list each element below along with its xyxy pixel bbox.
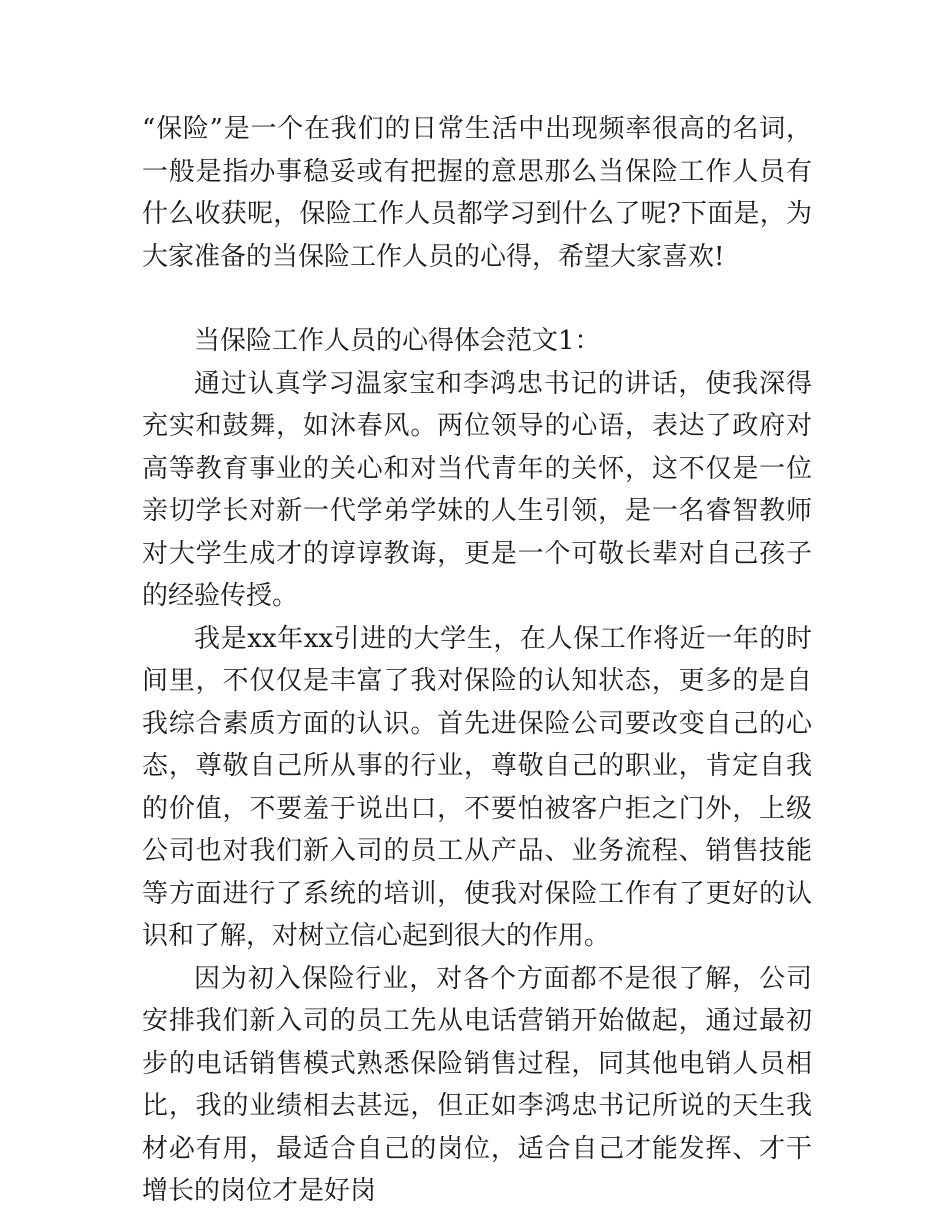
document-body: [142, 108, 812, 1213]
body-paragraph-2: 我是xx年xx引进的大学生，在人保工作将近一年的时间里，不仅仅是丰富了我对保险的认知状态，更多的是自我综合素质方面的认识。首先进保险公司要改变自己的心态，尊敬自己所从事的行业，尊敬自己的职业，肯定自我的价值，不要羞于说出口，不要怕被客户拒之门外，上级公司也对我们新入司的员工从产品、业务流程、销售技能等方面进行了系统的培训，使我对保险工作有了更好的认识和了解，对树立信心起到很大的作用。: [142, 623, 812, 951]
body-paragraph-1: 通过认真学习温家宝和李鸿忠书记的讲话，使我深得充实和鼓舞，如沐春风。两位领导的心语，表达了政府对高等教育事业的关心和对当代青年的关怀，这不仅是一位亲切学长对新一代学弟学妹的人生引领，是一名睿智教师对大学生成才的谆谆教诲，更是一个可敬长辈对自己孩子的经验传授。: [142, 368, 812, 611]
paragraph-spacer: [142, 278, 812, 320]
body-paragraph-3: 因为初入保险行业，对各个方面都不是很了解，公司安排我们新入司的员工先从电话营销开始做起，通过最初步的电话销售模式熟悉保险销售过程，同其他电销人员相比，我的业绩相去甚远，但正如李鸿忠书记所说的天生我材必有用，最适合自己的岗位，适合自己才能发挥、才干增长的岗位才是好岗: [142, 963, 812, 1206]
section-title: 当保险工作人员的心得体会范文1：: [194, 326, 601, 356]
intro-paragraph: “保险”是一个在我们的日常生活中出现频率很高的名词，一般是指办事稳妥或有把握的意思那么当保险工作人员有什么收获呢，保险工作人员都学习到什么了呢?下面是，为大家准备的当保险工作人员的心得，希望大家喜欢!: [142, 114, 812, 272]
